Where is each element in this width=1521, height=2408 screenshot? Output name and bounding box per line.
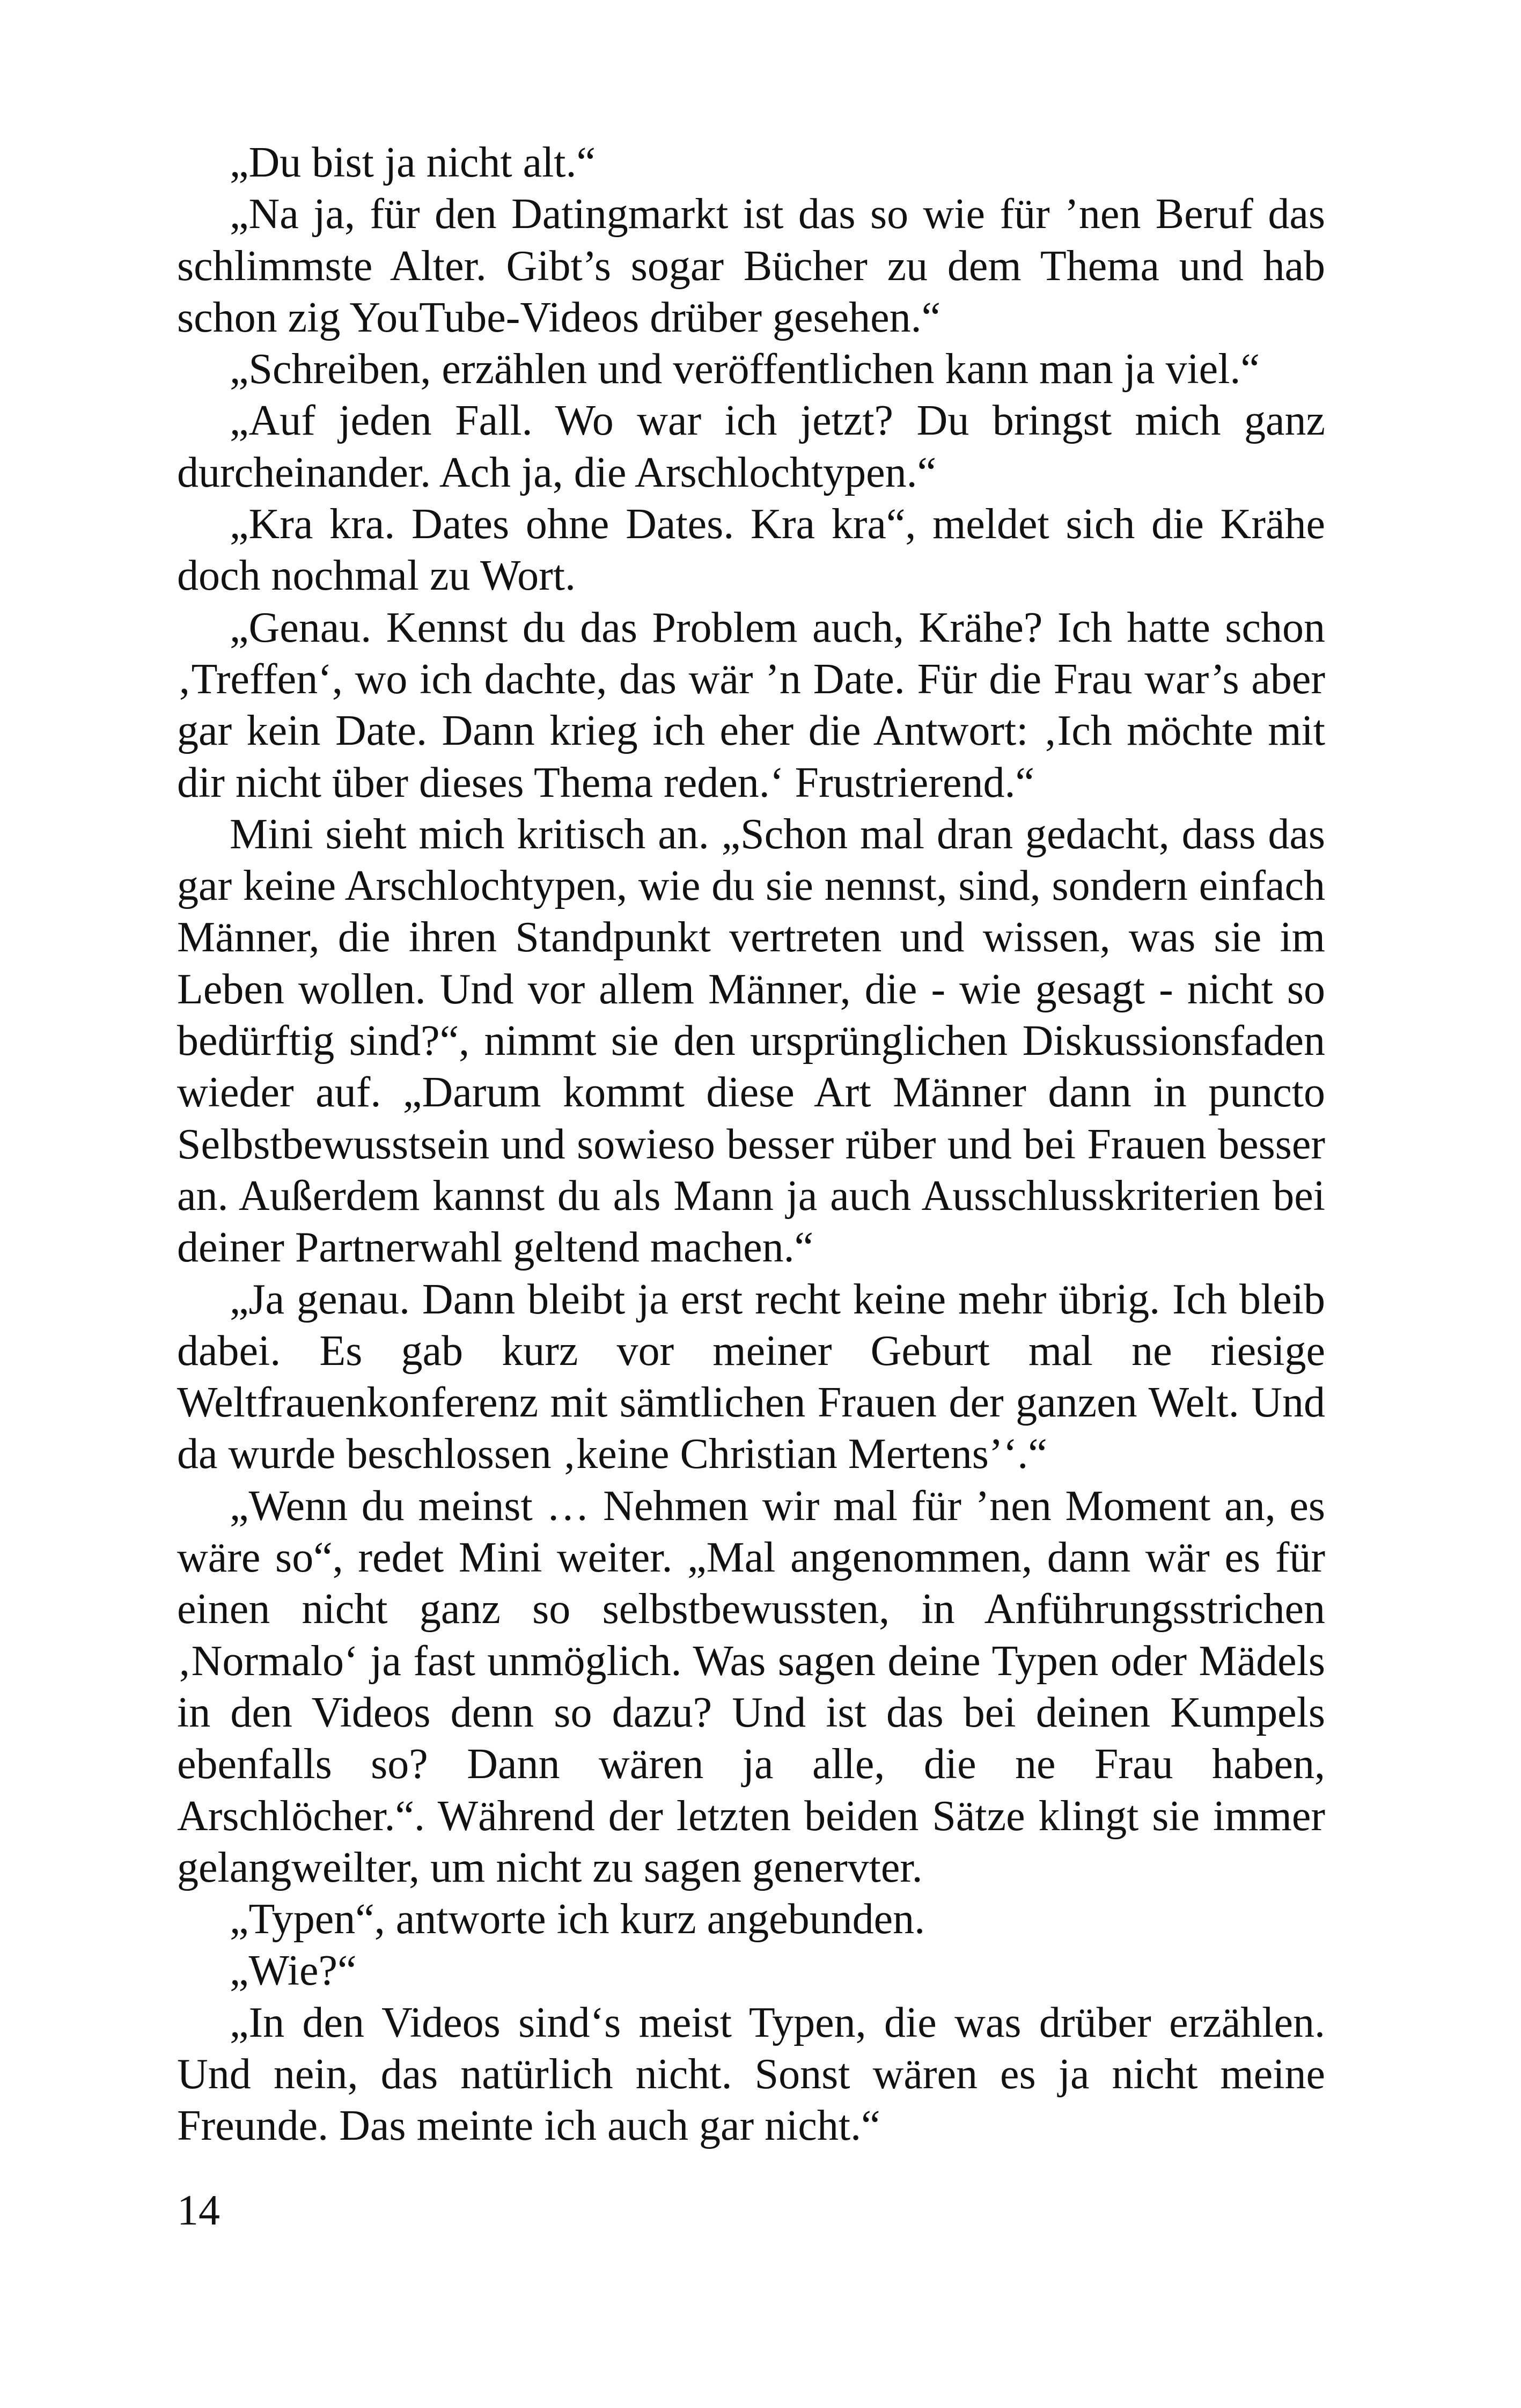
paragraph: „Kra kra. Dates ohne Dates. Kra kra“, meldet sich die Krähe doch nochmal zu Wort. — [177, 501, 1325, 600]
body-text — [177, 137, 1325, 2152]
paragraph: „Na ja, für den Datingmarkt ist das so wie für ’nen Beruf das schlimmste Alter. Gibt’s sogar Bücher zu dem Thema und hab schon zig YouTube-Videos drüber gesehen.“ — [177, 190, 1325, 341]
paragraph: „In den Videos sind‘s meist Typen, die was drüber erzählen. Und nein, das natürlich nicht. Sonst wären es ja nicht meine Freunde. Das meinte ich auch gar nicht.“ — [177, 1999, 1325, 2150]
paragraph: „Ja genau. Dann bleibt ja erst recht keine mehr übrig. Ich bleib dabei. Es gab kurz vor meiner Geburt mal ne riesige Weltfrauenkonferenz mit sämtlichen Frauen der ganzen Welt. Und da wurde beschlossen ‚keine Christian Mertens’‘.“ — [177, 1275, 1325, 1478]
paragraph: „Wie?“ — [230, 1947, 357, 1995]
paragraph: „Wenn du meinst … Nehmen wir mal für ’nen Moment an, es wäre so“, redet Mini weiter. „Mal angenommen, dann wär es für einen nicht ganz so selbstbewussten, in Anführungsstrichen ‚Normalo‘ ja fast unmöglich. Was sagen deine Typen oder Mädels in den Videos denn so dazu? Und ist das bei deinen Kumpels ebenfalls so? Dann wären ja alle, die ne Frau haben, Arschlöcher.“. Während der letzten beiden Sätze klingt sie immer gelangweilter, um nicht zu sagen genervter. — [177, 1482, 1325, 1891]
paragraph: Mini sieht mich kritisch an. „Schon mal dran gedacht, dass das gar keine Arschlochtypen, wie du sie nennst, sind, sondern einfach Männer, die ihren Standpunkt vertreten und wissen, was sie im Leben wollen. Und vor allem Männer, die - wie gesagt - nicht so bedürftig sind?“, nimmt sie den ursprünglichen Diskussionsfaden wieder auf. „Darum kommt diese Art Männer dann in puncto Selbstbewusstsein und sowieso besser rüber und bei Frauen besser an. Außerdem kannst du als Mann ja auch Ausschlusskriterien bei deiner Partnerwahl geltend machen.“ — [177, 810, 1325, 1272]
paragraph: „Typen“, antworte ich kurz angebunden. — [230, 1896, 925, 1943]
paragraph: „Genau. Kennst du das Problem auch, Krähe? Ich hatte schon ‚Treffen‘, wo ich dachte, das wär ’n Date. Für die Frau war’s aber gar kein Date. Dann krieg ich eher die Antwort: ‚Ich möchte mit dir nicht über dieses Thema reden.‘ Frustrierend.“ — [177, 604, 1325, 806]
paragraph: „Du bist ja nicht alt.“ — [230, 139, 596, 186]
paragraph: „Auf jeden Fall. Wo war ich jetzt? Du bringst mich ganz durcheinander. Ach ja, die Arschlochtypen.“ — [177, 397, 1325, 496]
paragraph: „Schreiben, erzählen und veröffentlichen kann man ja viel.“ — [230, 346, 1260, 393]
page-number: 14 — [177, 2187, 220, 2234]
